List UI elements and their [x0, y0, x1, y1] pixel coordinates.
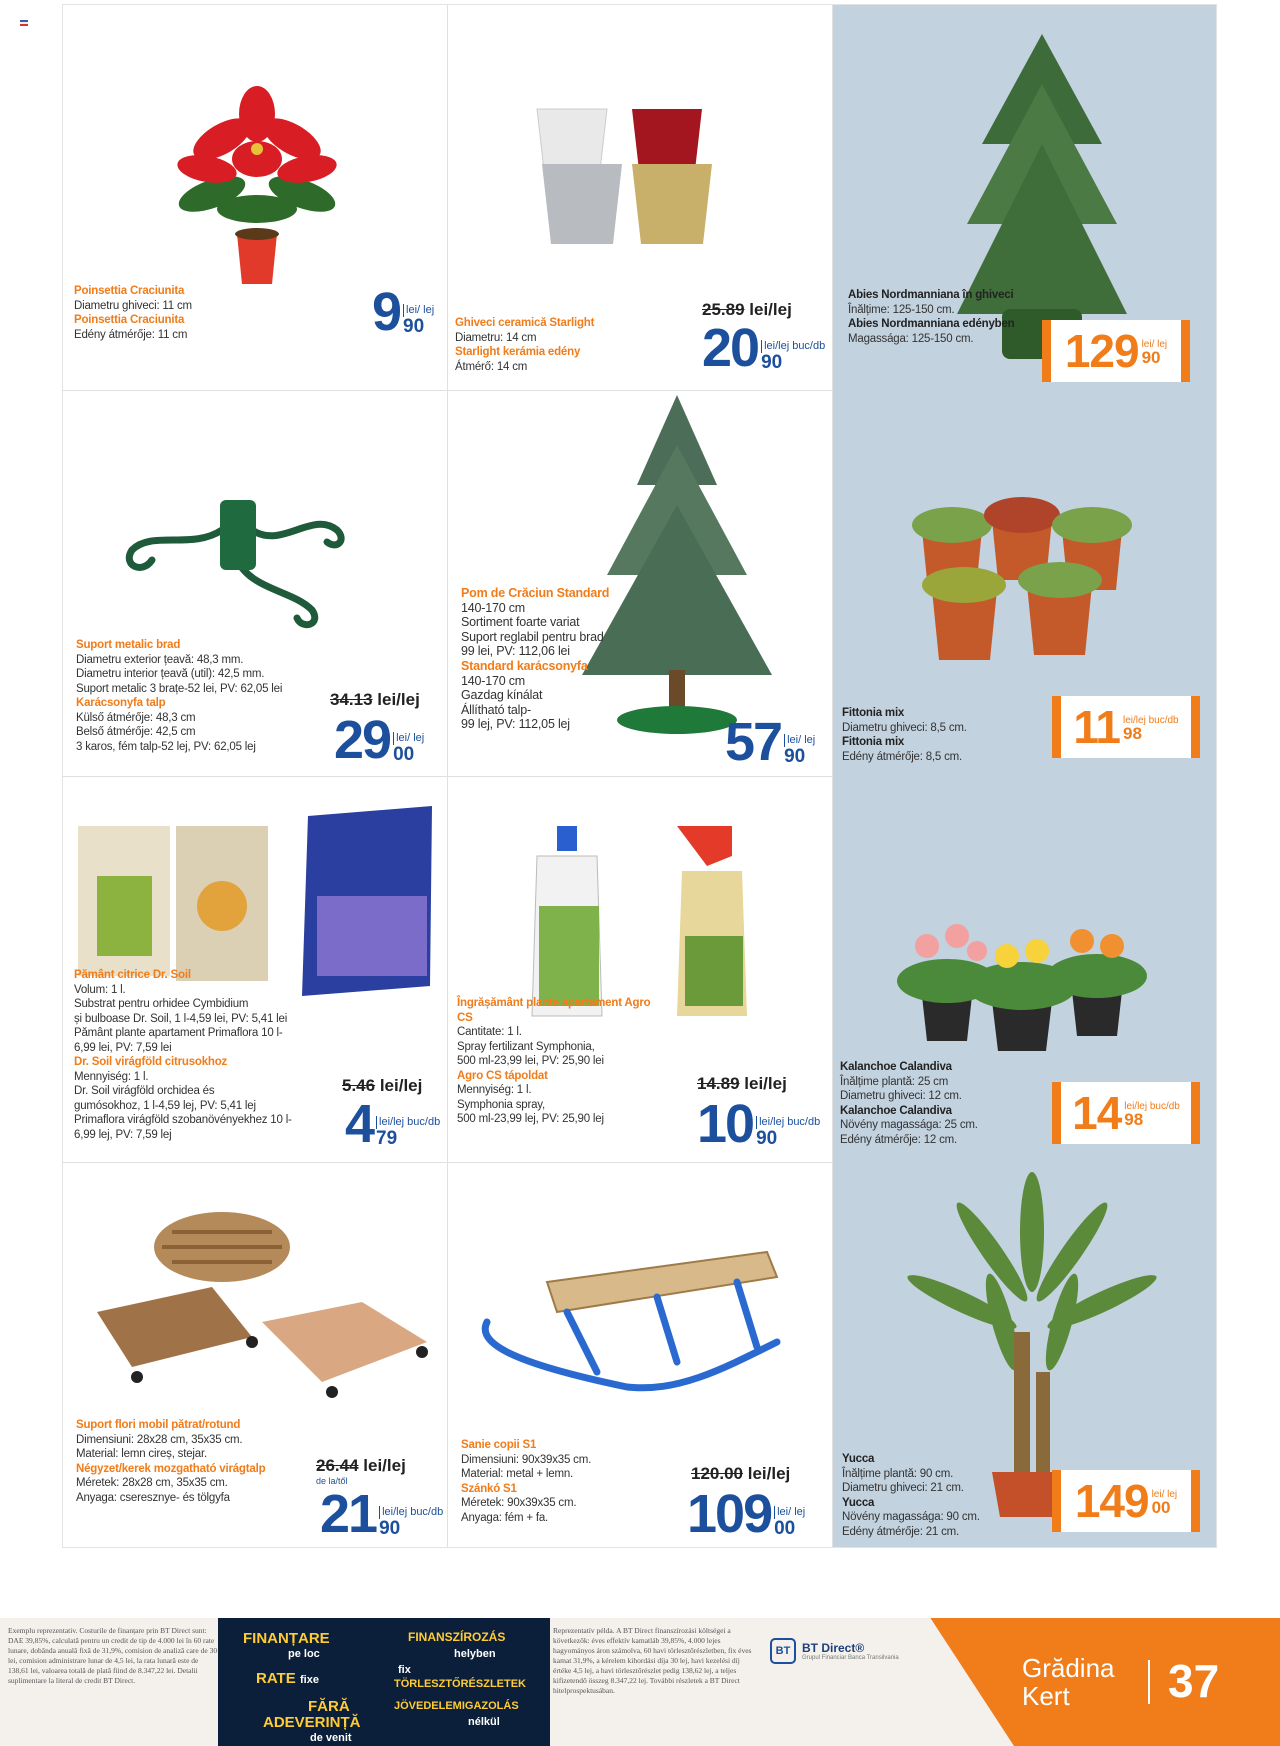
old-price: 34.13 lei/lej [330, 690, 420, 709]
product-name: Poinsettia Craciunita [74, 314, 185, 326]
product-text [457, 996, 667, 1127]
product-name: Pom de Crăciun Standard [461, 586, 610, 600]
product-detail: și bulboase Dr. Soil, 1 l-4,59 lei, PV: 5,41 lei [74, 1012, 288, 1025]
fittonia-image [902, 490, 1162, 670]
product-name: Abies Nordmanniana în ghiveci [848, 289, 1014, 301]
bt-direct-logo [770, 1638, 899, 1664]
product-detail: Diametru ghiveci: 11 cm [74, 299, 192, 312]
product-detail: 500 ml-23,99 lei, PV: 25,90 lei [457, 1055, 604, 1067]
product-detail: Cantitate: 1 l. [457, 1026, 522, 1038]
price-tag: 10 lei/lej buc/db 90 [697, 1094, 821, 1154]
product-detail: Diametru: 14 cm [455, 331, 537, 344]
product-detail: Növény magassága: 25 cm. [840, 1119, 978, 1131]
product-detail: 140-170 cm [461, 673, 526, 688]
footer [0, 1618, 1280, 1746]
product-name: Agro CS tápoldat [457, 1069, 548, 1082]
poinsettia-image [152, 84, 352, 304]
product-detail: Volum: 1 l. [74, 983, 126, 996]
price-tag: 14 lei/lej buc/db 98 [1052, 1082, 1200, 1144]
product-detail: Diametru interior țeavă (util): 42,5 mm. [76, 668, 265, 680]
plant-stands-image [92, 1192, 432, 1402]
flag-icon [20, 20, 28, 26]
product-text [848, 288, 1018, 346]
price-tag: 109 lei/ lej 00 [687, 1484, 806, 1544]
product-name: Suport metalic brad [76, 639, 181, 651]
product-detail: Belső átmérője: 42,5 cm [76, 726, 196, 738]
product-detail: Anyaga: fém + fa. [461, 1511, 549, 1524]
product-kalanchoe[interactable] [832, 776, 1217, 1162]
product-detail: Mennyiség: 1 l. [457, 1084, 532, 1096]
old-price: 120.00 lei/lej [691, 1464, 791, 1483]
old-price: 26.44 lei/lej [316, 1456, 406, 1475]
old-price: 5.46 lei/lej [342, 1076, 423, 1095]
product-detail: Edény átmérője: 21 cm. [842, 1525, 960, 1538]
kalanchoe-image [882, 886, 1172, 1066]
product-fittonia[interactable] [832, 390, 1217, 776]
product-text [74, 284, 294, 342]
product-name: Starlight kerámia edény [455, 346, 581, 358]
product-detail: Diametru ghiveci: 12 cm. [840, 1090, 962, 1102]
product-detail: Diametru exterior țeavă: 48,3 mm. [76, 653, 244, 666]
old-price: 25.89 lei/lej [702, 300, 792, 319]
product-name: Fittonia mix [842, 707, 905, 719]
product-detail: Substrat pentru orhidee Cymbidium [74, 998, 249, 1010]
product-detail: 99 lej, PV: 112,05 lej [461, 717, 570, 732]
product-detail: 140-170 cm [461, 600, 526, 615]
product-detail: Dr. Soil virágföld orchidea és [74, 1085, 215, 1097]
product-name: Pământ citrice Dr. Soil [74, 969, 191, 981]
product-name: Kalanchoe Calandiva [840, 1061, 952, 1073]
price-tag: 129 lei/ lej 90 [1042, 320, 1190, 382]
section-title: Grădina Kert [1022, 1653, 1115, 1711]
product-detail: Anyaga: cseresznye- és tölgyfa [76, 1491, 230, 1504]
price-tag: 149 lei/ lej 00 [1052, 1470, 1200, 1532]
product-detail: Méretek: 28x28 cm, 35x35 cm. [76, 1477, 228, 1489]
price-tag: 4 lei/lej buc/db 79 [345, 1094, 441, 1154]
product-detail: Diametru ghiveci: 8,5 cm. [842, 721, 967, 734]
product-name: Sanie copii S1 [461, 1439, 537, 1451]
product-xmas-tree[interactable] [447, 390, 832, 776]
product-name: Szánkó S1 [461, 1482, 517, 1495]
product-soil[interactable] [62, 776, 447, 1162]
product-text [840, 1060, 1040, 1147]
product-detail: 3 karos, fém talp-52 lej, PV: 62,05 lej [76, 740, 256, 753]
product-name: Yucca [842, 1496, 875, 1509]
product-detail: Magassága: 125-150 cm. [848, 332, 974, 345]
product-abies[interactable] [832, 4, 1217, 390]
sled-image [477, 1232, 807, 1392]
product-tree-stand[interactable] [62, 390, 447, 776]
product-detail: Pământ plante apartament Primaflora 10 l- [74, 1027, 283, 1039]
product-detail: Înălțime: 125-150 cm. [848, 303, 955, 316]
product-detail: Primaflora virágföld szobanövényekhez 10 l- [74, 1114, 292, 1126]
product-text [461, 586, 661, 732]
product-detail: Spray fertilizant Symphonia, [457, 1040, 595, 1053]
bt-name: BT Direct® [802, 1641, 865, 1655]
product-detail: Diametru ghiveci: 21 cm. [842, 1482, 964, 1494]
product-detail: Növény magassága: 90 cm. [842, 1511, 980, 1523]
product-name: Ghiveci ceramică Starlight [455, 317, 595, 329]
product-name: Dr. Soil virágföld citrusokhoz [74, 1056, 228, 1068]
product-detail: 6,99 lei, PV: 7,59 lei [74, 1041, 172, 1054]
price-tag: 11 lei/lej buc/db 98 [1052, 696, 1200, 758]
product-text [74, 968, 334, 1142]
product-detail: Edény átmérője: 12 cm. [840, 1133, 958, 1146]
price-tag: 20 lei/lej buc/db 90 [702, 318, 826, 378]
tree-stand-image [112, 490, 372, 630]
product-detail: Înălțime plantă: 25 cm [840, 1075, 949, 1088]
disclaimer-hu: Reprezentatív példa. A BT Direct finanszírozási költségei a következők: éves effektív kamatláb 39,85%, 4.000 lejes hagyományos áron számolva, 60 havi törlesztőrészletben, fix éves kamat 31,9%, a kérelem kihordási díja 30 lej, havi kezelési díj értéke 4,5 lej, a havi törlesztőrészlet pedig 138,62 lej, a teljes kifizetendő összeg 8.347,22 lej. További részletek a BT Direct hitelprospektusában. [553, 1626, 752, 1695]
bt-logo-icon: BT [770, 1638, 796, 1664]
price-tag: 21 lei/lej buc/db 90 [320, 1484, 444, 1544]
product-detail: Gazdag kínálat [461, 688, 543, 703]
product-detail: Átmérő: 14 cm [455, 360, 528, 373]
price-tag: 29 lei/ lej 00 [334, 710, 425, 770]
product-name: Fittonia mix [842, 736, 905, 748]
product-detail: Înălțime plantă: 90 cm. [842, 1467, 954, 1480]
product-name: Standard karácsonyfa [461, 658, 588, 673]
product-name: Karácsonyfa talp [76, 697, 166, 709]
price-note: de la/től [316, 1476, 348, 1486]
product-plant-stand[interactable] [62, 1162, 447, 1548]
product-detail: Material: lemn cireș, stejar. [76, 1448, 207, 1460]
product-text [76, 638, 336, 754]
product-detail: Edény átmérője: 11 cm [74, 328, 188, 341]
product-detail: 99 lei, PV: 112,06 lei [461, 644, 570, 659]
product-detail: Edény átmérője: 8,5 cm. [842, 750, 963, 763]
price-tag: 9 lei/ lej 90 [372, 282, 435, 342]
product-yucca[interactable] [832, 1162, 1217, 1548]
product-detail: 6,99 lej, PV: 7,59 lej [74, 1128, 172, 1141]
product-ceramic-pots[interactable] [447, 4, 832, 390]
product-sled[interactable] [447, 1162, 832, 1548]
product-detail: Material: metal + lemn. [461, 1468, 574, 1480]
product-detail: 500 ml-23,99 lej, PV: 25,90 lej [457, 1113, 604, 1125]
bt-sub: Grupul Financiar Banca Transilvania [802, 1655, 899, 1661]
product-detail: Suport reglabil pentru brad [461, 629, 604, 644]
product-text [461, 1438, 661, 1525]
product-detail: Suport metalic 3 brațe-52 lei, PV: 62,05 lei [76, 682, 283, 695]
product-poinsettia[interactable] [62, 4, 447, 390]
financing-banner[interactable]: FINANȚARE pe loc RATE fixe FĂRĂ ADEVERINȚĂ de venit FINANSZÍROZÁS helyben fix TÖRLESZTŐRÉSZLETEK JÖVEDELEMIGAZOLÁS nélkül [218, 1618, 550, 1746]
disclaimer-ro: Exemplu reprezentativ. Costurile de finanțare prin BT Direct sunt: DAE 39,85%, calculată pentru un credit de tip de 4.000 lei în 60 rate lunare, dobânda anuală fixă de 31,9%, comision de analiză care de 30 lei, comision administrare lunar de 4,5 lei, la rata lunară este de 138,61 lei, valoarea totală de plată fiind de 8.347,22 lei. Detalii suplimentare la literal de credit BT Direct. [8, 1626, 218, 1685]
product-detail: Symphonia spray, [457, 1098, 545, 1111]
ceramic-pots-image [527, 104, 747, 284]
section-divider [1148, 1660, 1150, 1704]
product-detail: Mennyiség: 1 l. [74, 1070, 149, 1083]
product-detail: gumósokhoz, 1 l-4,59 lej, PV: 5,41 lej [74, 1099, 256, 1112]
old-price: 14.89 lei/lej [697, 1074, 787, 1093]
product-detail: Állítható talp- [461, 702, 531, 717]
product-detail: Méretek: 90x39x35 cm. [461, 1497, 577, 1509]
product-name: Poinsettia Craciunita [74, 285, 185, 297]
price-tag: 57 lei/ lej 90 [725, 712, 816, 772]
product-detail: Dimensiuni: 90x39x35 cm. [461, 1453, 592, 1466]
product-name: Îngrășământ plante apartament Agro CS [457, 997, 651, 1024]
product-detail: Dimensiuni: 28x28 cm, 35x35 cm. [76, 1433, 243, 1446]
product-name: Négyzet/kerek mozgatható virágtalp [76, 1462, 266, 1475]
product-name: Yucca [842, 1453, 875, 1465]
product-name: Suport flori mobil pătrat/rotund [76, 1419, 241, 1431]
product-text [842, 1452, 1032, 1539]
product-name: Kalanchoe Calandiva [840, 1104, 952, 1117]
product-text [455, 316, 675, 374]
product-name: Abies Nordmanniana edényben [848, 318, 1015, 330]
product-fertilizer[interactable] [447, 776, 832, 1162]
page-number: 37 [1168, 1655, 1220, 1707]
product-detail: Sortiment foarte variat [461, 615, 580, 630]
product-text [76, 1418, 296, 1505]
product-detail: Külső átmérője: 48,3 cm [76, 711, 196, 724]
product-text [842, 706, 1022, 764]
